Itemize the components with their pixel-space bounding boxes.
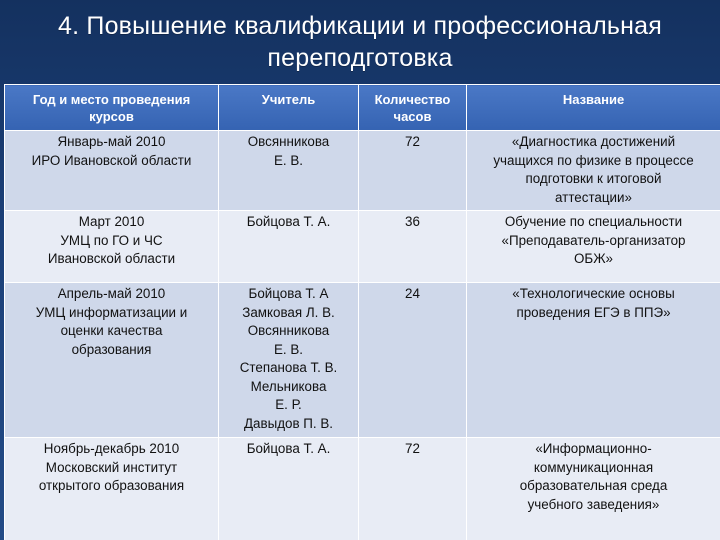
- slide-title: [0, 0, 720, 84]
- place-line: Март 2010: [78, 214, 145, 229]
- teacher-line: Овсянникова: [247, 323, 330, 338]
- table-row: [5, 438, 720, 540]
- header-title: Название: [467, 85, 720, 131]
- title-line: проведения ЕГЭ в ППЭ»: [516, 304, 671, 320]
- place-line: образования: [71, 341, 152, 357]
- title-line: ОБЖ»: [573, 251, 613, 266]
- slide-title-line-2: переподготовка: [267, 44, 453, 72]
- cell-title: [467, 131, 720, 211]
- teacher-line: Замковая Л. В.: [242, 304, 335, 320]
- cell-place: [5, 131, 219, 211]
- place-line: оценки качества: [60, 323, 163, 338]
- title-line: коммуникационная: [533, 459, 654, 475]
- courses-table-container: [4, 84, 720, 540]
- cell-teacher: [219, 283, 359, 438]
- title-line: образовательная среда: [519, 478, 668, 493]
- cell-title: [467, 211, 720, 283]
- cell-title: [467, 283, 720, 438]
- title-line: «Информационно-: [535, 441, 652, 456]
- header-hours: Количество часов: [359, 85, 467, 131]
- cell-hours: 36: [359, 211, 467, 283]
- teacher-line: Е. В.: [273, 152, 304, 168]
- teacher-line: Овсянникова: [247, 134, 330, 149]
- title-line: «Технологические основы: [512, 286, 675, 301]
- teacher-line: Бойцова Т. А: [248, 286, 329, 301]
- title-line: «Преподаватель-организатор: [501, 232, 686, 248]
- teacher-line: Е. В.: [273, 341, 304, 357]
- place-line: УМЦ информатизации и: [35, 304, 188, 320]
- slide-title-line-1: 4. Повышение квалификации и профессиональная: [58, 12, 662, 40]
- table-row: [5, 211, 720, 283]
- title-line: подготовки к итоговой: [525, 171, 662, 186]
- table-header-row: [5, 85, 720, 131]
- cell-teacher: [219, 438, 359, 540]
- title-line: Обучение по специальности: [504, 214, 683, 229]
- teacher-line: Степанова Т. В.: [239, 360, 338, 375]
- place-line: Апрель-май 2010: [57, 286, 166, 301]
- cell-hours: 72: [359, 131, 467, 211]
- cell-teacher: [219, 131, 359, 211]
- place-line: Московский институт: [45, 459, 178, 475]
- teacher-line: Е. Р.: [275, 397, 302, 412]
- cell-place: [5, 211, 219, 283]
- cell-hours: 24: [359, 283, 467, 438]
- cell-teacher: [219, 211, 359, 283]
- title-line: «Диагностика достижений: [511, 134, 676, 149]
- title-line: аттестации»: [555, 189, 632, 205]
- header-place: Год и место проведения курсов: [5, 85, 219, 131]
- place-line: открытого образования: [38, 478, 185, 493]
- table-row: [5, 283, 720, 438]
- teacher-line: Мельникова: [250, 378, 327, 394]
- place-line: ИРО Ивановской области: [31, 152, 192, 168]
- cell-hours: 72: [359, 438, 467, 540]
- teacher-line: Давыдов П. В.: [243, 415, 334, 431]
- place-line: УМЦ по ГО и ЧС: [60, 232, 163, 248]
- cell-place: [5, 438, 219, 540]
- place-line: Январь-май 2010: [57, 134, 166, 149]
- place-line: Ноябрь-декабрь 2010: [43, 441, 180, 456]
- header-teacher: Учитель: [219, 85, 359, 131]
- teacher-line: Бойцова Т. А.: [246, 441, 331, 456]
- table-row: [5, 131, 720, 211]
- cell-title: [467, 438, 720, 540]
- teacher-line: Бойцова Т. А.: [246, 214, 331, 229]
- courses-table: [4, 84, 720, 540]
- cell-place: [5, 283, 219, 438]
- place-line: Ивановской области: [47, 251, 176, 266]
- title-line: учебного заведения»: [527, 496, 660, 512]
- title-line: учащихся по физике в процессе: [493, 152, 694, 168]
